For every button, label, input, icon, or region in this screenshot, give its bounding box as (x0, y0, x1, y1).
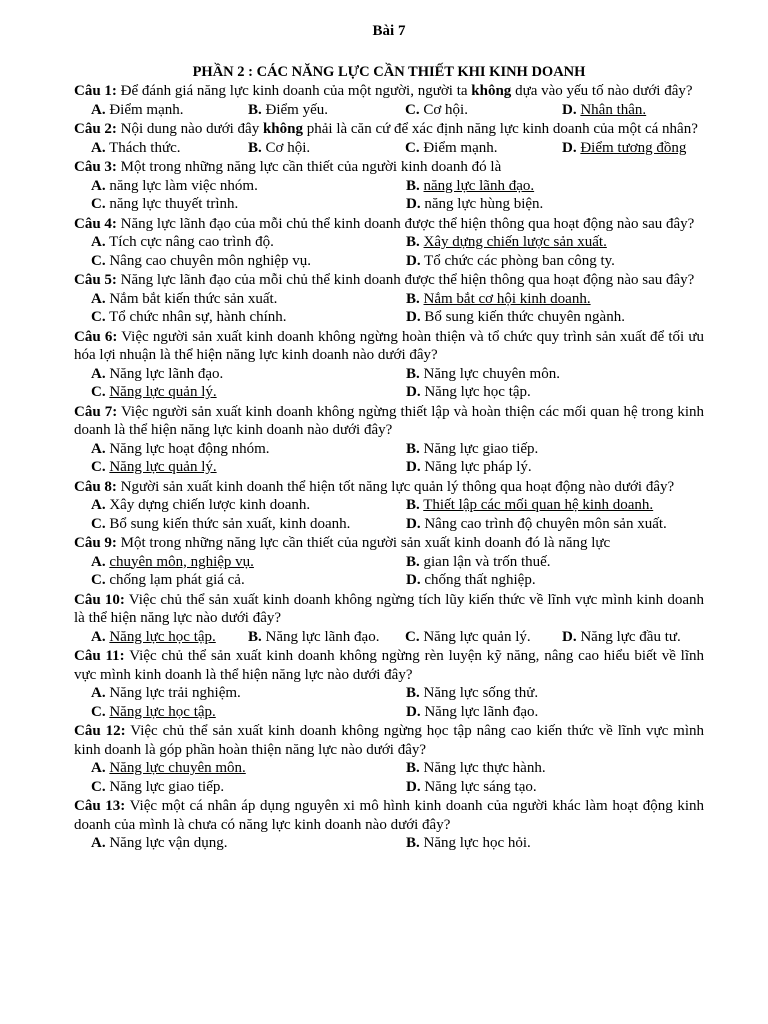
option-letter: D. (562, 139, 577, 156)
part-title: PHẦN 2 : CÁC NĂNG LỰC CẦN THIẾT KHI KINH DOANH (192, 63, 586, 80)
question-list (74, 82, 704, 853)
answer-option[interactable] (406, 703, 704, 722)
option-text-correct: Năng lực chuyên môn. (109, 760, 246, 776)
option-text: Năng lực giao tiếp. (109, 778, 225, 795)
option-text-correct: Năng lực học tập. (109, 628, 216, 645)
option-text: Điểm yếu. (265, 101, 328, 118)
question-stem-part: dựa vào yếu tố nào dưới đây? (511, 83, 693, 99)
option-letter: D. (562, 628, 577, 645)
question-block (74, 722, 704, 796)
answer-option[interactable] (91, 496, 406, 515)
answer-option[interactable] (91, 365, 406, 384)
options-grid (74, 759, 704, 796)
question-text (74, 478, 704, 497)
question-text (74, 403, 704, 440)
option-text: Tích cực nâng cao trình độ. (109, 234, 274, 250)
option-text-correct: năng lực lãnh đạo. (423, 177, 535, 194)
option-letter: A. (91, 139, 106, 156)
option-letter: A. (91, 685, 106, 701)
option-letter: B. (406, 440, 420, 457)
option-text: Năng lực hoạt động nhóm. (109, 440, 270, 457)
question-block (74, 591, 704, 647)
option-text-correct: Nắm bắt cơ hội kinh doanh. (423, 290, 591, 307)
option-text: Năng lực sáng tạo. (424, 778, 537, 795)
option-text: Năng lực lãnh đạo. (109, 365, 224, 382)
option-text: Cơ hội. (423, 101, 468, 118)
question-text (74, 797, 704, 834)
option-text: Tổ chức các phòng ban công ty. (424, 252, 615, 269)
option-letter: D. (406, 459, 421, 475)
answer-option[interactable] (91, 308, 406, 327)
answer-option[interactable] (562, 628, 704, 647)
answer-option[interactable] (248, 101, 405, 120)
question-block (74, 797, 704, 853)
question-stem-part: Người sản xuất kinh doanh thể hiện tốt năng lực quản lý thông qua hoạt động nào dưới đây? (120, 478, 675, 495)
option-letter: D. (406, 252, 421, 269)
question-block (74, 647, 704, 721)
option-letter: B. (406, 497, 420, 513)
answer-option[interactable] (91, 195, 406, 214)
question-text (74, 591, 704, 628)
options-grid (74, 101, 704, 120)
question-text (74, 120, 704, 139)
answer-option[interactable] (91, 778, 406, 797)
question-block (74, 478, 704, 534)
option-text: Năng lực học hỏi. (423, 835, 531, 851)
option-text: năng lực thuyết trình. (109, 196, 239, 212)
answer-option[interactable] (91, 458, 406, 477)
answer-option[interactable] (406, 440, 704, 459)
question-label: Câu 9: (74, 535, 117, 551)
question-stem-part: Năng lực lãnh đạo của mỗi chủ thể kinh doanh được thể hiện thông qua hoạt động nào sau đây? (120, 272, 695, 288)
options-grid (74, 440, 704, 477)
option-letter: A. (91, 365, 106, 382)
answer-option[interactable] (406, 365, 704, 384)
option-letter: B. (406, 177, 420, 194)
answer-option[interactable] (562, 139, 704, 158)
question-text (74, 215, 704, 234)
option-text: Nắm bắt kiến thức sản xuất. (109, 290, 278, 307)
option-letter: B. (406, 365, 420, 382)
question-label: Câu 1: (74, 83, 117, 99)
option-letter: A. (91, 440, 106, 457)
answer-option[interactable] (406, 515, 704, 534)
option-letter: B. (248, 628, 262, 645)
question-block (74, 82, 704, 119)
answer-option[interactable] (406, 759, 704, 778)
answer-option[interactable] (91, 290, 406, 309)
options-grid (74, 177, 704, 214)
question-text (74, 271, 704, 290)
option-letter: A. (91, 760, 106, 776)
option-letter: D. (406, 572, 421, 588)
options-grid (74, 233, 704, 270)
options-grid (74, 365, 704, 402)
option-letter: C. (91, 196, 106, 212)
option-letter: B. (406, 553, 420, 570)
question-label: Câu 8: (74, 478, 117, 495)
option-text: Năng lực thực hành. (423, 760, 546, 776)
answer-option[interactable] (91, 233, 406, 252)
question-stem-part: Để đánh giá năng lực kinh doanh của một người, người ta (120, 83, 472, 99)
answer-option[interactable] (91, 759, 406, 778)
option-letter: C. (91, 703, 106, 720)
question-label: Câu 2: (74, 121, 117, 137)
options-grid (74, 834, 704, 853)
option-letter: D. (562, 101, 577, 118)
option-text: Năng lực trải nghiệm. (109, 685, 241, 701)
question-block (74, 120, 704, 157)
answer-option[interactable] (405, 628, 562, 647)
option-text: Bổ sung kiến thức sản xuất, kinh doanh. (109, 515, 351, 532)
answer-option[interactable] (248, 139, 405, 158)
option-text-correct: Nhân thân. (580, 101, 647, 118)
question-block (74, 158, 704, 214)
answer-option[interactable] (91, 177, 406, 196)
answer-option[interactable] (248, 628, 405, 647)
question-block (74, 403, 704, 477)
question-block (74, 215, 704, 271)
answer-option[interactable] (405, 101, 562, 120)
question-stem-part: Việc chủ thể sản xuất kinh doanh không ngừng rèn luyện kỹ năng, nâng cao hiểu biết về lĩnh vực mình kinh doanh là thể hiện năng lực nào dưới đây? (74, 648, 705, 683)
answer-option[interactable] (406, 308, 704, 327)
options-grid (74, 628, 704, 647)
question-stem-part: Việc người sản xuất kinh doanh không ngừng thiết lập và hoàn thiện các mối quan hệ trong kinh doanh là thể hiện năng lực kinh doanh nào dưới đây? (74, 403, 705, 438)
question-block (74, 271, 704, 327)
option-letter: B. (406, 835, 420, 851)
question-text (74, 82, 704, 101)
option-text: Điểm mạnh. (423, 139, 498, 156)
option-letter: A. (91, 290, 106, 307)
question-stem-part: Việc chủ thể sản xuất kinh doanh không ngừng học tập nâng cao kiến thức về lĩnh vực mình kinh doanh là góp phần hoàn thiện năng lực nào dưới đây? (74, 723, 705, 758)
option-text-correct: Năng lực quản lý. (109, 384, 217, 400)
option-text: Năng lực sống thử. (423, 685, 539, 701)
question-label: Câu 12: (74, 723, 126, 739)
option-letter: A. (91, 177, 106, 194)
option-text: Nâng cao chuyên môn nghiệp vụ. (109, 252, 311, 269)
answer-option[interactable] (406, 233, 704, 252)
options-grid (74, 496, 704, 533)
option-letter: A. (91, 234, 106, 250)
option-letter: D. (406, 703, 421, 720)
options-grid (74, 553, 704, 590)
option-letter: C. (91, 778, 106, 795)
option-text: Năng lực pháp lý. (424, 459, 532, 475)
question-label: Câu 4: (74, 215, 117, 232)
option-letter: D. (406, 196, 421, 212)
question-stem-part: Việc một cá nhân áp dụng nguyên xi mô hình kinh doanh của người khác làm hoạt động kinh doanh của mình là chưa có năng lực kinh doanh nào dưới đây? (74, 798, 704, 833)
option-letter: B. (248, 139, 262, 156)
question-text (74, 647, 704, 684)
question-label: Câu 7: (74, 403, 118, 420)
answer-option[interactable] (91, 515, 406, 534)
option-text: Năng lực quản lý. (423, 628, 531, 645)
question-label: Câu 13: (74, 798, 126, 814)
answer-option[interactable] (91, 628, 248, 647)
answer-option[interactable] (91, 684, 406, 703)
answer-option[interactable] (406, 290, 704, 309)
option-text: Năng lực học tập. (424, 384, 531, 400)
option-text: Năng lực lãnh đạo. (424, 703, 539, 720)
answer-option[interactable] (406, 684, 704, 703)
option-text: Năng lực lãnh đạo. (265, 628, 380, 645)
option-letter: B. (406, 760, 420, 776)
question-stem-part: Việc người sản xuất kinh doanh không ngừng hoàn thiện và tổ chức quy trình sản xuất để tối ưu hóa lợi nhuận là thể hiện năng lực kinh doanh nào dưới đây? (74, 328, 705, 363)
option-letter: C. (91, 515, 106, 532)
question-stem-part: Nội dung nào dưới đây (120, 121, 263, 137)
option-letter: A. (91, 628, 106, 645)
answer-option[interactable] (91, 252, 406, 271)
document-page (74, 20, 704, 854)
option-letter: C. (405, 139, 420, 156)
option-letter: C. (91, 459, 106, 475)
answer-option[interactable] (406, 571, 704, 590)
option-text-correct: Thiết lập các mối quan hệ kinh doanh. (423, 497, 654, 513)
option-text: Năng lực chuyên môn. (423, 365, 560, 382)
question-text (74, 534, 704, 553)
answer-option[interactable] (91, 834, 406, 853)
question-stem-part: Một trong những năng lực cần thiết của người kinh doanh đó là (120, 159, 502, 175)
answer-option[interactable] (405, 139, 562, 158)
answer-option[interactable] (406, 458, 704, 477)
answer-option[interactable] (406, 834, 704, 853)
answer-option[interactable] (406, 252, 704, 271)
answer-option[interactable] (91, 703, 406, 722)
question-block (74, 328, 704, 402)
question-stem-part: Việc chủ thể sản xuất kinh doanh không ngừng tích lũy kiến thức về lĩnh vực mình kinh doanh là thể hiện năng lực nào dưới đây? (74, 591, 704, 626)
option-text: năng lực hùng biện. (424, 196, 544, 212)
option-letter: C. (91, 572, 106, 588)
question-text (74, 158, 704, 177)
question-label: Câu 11: (74, 648, 125, 664)
answer-option[interactable] (91, 571, 406, 590)
option-letter: D. (406, 309, 421, 325)
option-letter: C. (91, 252, 106, 269)
option-text-correct: Xây dựng chiến lược sản xuất. (423, 234, 607, 250)
answer-option[interactable] (406, 195, 704, 214)
emphasis-word: không (471, 83, 512, 99)
option-text: chống thất nghiệp. (424, 572, 536, 588)
option-text: Bổ sung kiến thức chuyên ngành. (424, 309, 625, 325)
option-text: Năng lực đầu tư. (580, 628, 681, 645)
option-letter: D. (406, 778, 421, 795)
question-label: Câu 5: (74, 272, 117, 288)
option-text: Cơ hội. (265, 139, 311, 156)
options-grid (74, 139, 704, 158)
option-text: Năng lực vận dụng. (109, 835, 228, 851)
option-letter: A. (91, 553, 106, 570)
question-text (74, 722, 704, 759)
option-letter: A. (91, 497, 106, 513)
option-letter: D. (406, 515, 421, 532)
option-letter: B. (406, 234, 420, 250)
answer-option[interactable] (91, 101, 248, 120)
option-text-correct: chuyên môn, nghiệp vụ. (109, 553, 254, 570)
option-letter: C. (91, 309, 106, 325)
question-label: Câu 3: (74, 159, 117, 175)
question-stem-part: Năng lực lãnh đạo của mỗi chủ thể kinh doanh được thể hiện thông qua hoạt động nào sau đây? (120, 215, 695, 232)
option-text: năng lực làm việc nhóm. (109, 177, 258, 194)
option-text: chống lạm phát giá cả. (109, 572, 245, 588)
option-letter: C. (91, 384, 106, 400)
option-text: gian lận và trốn thuế. (423, 553, 551, 570)
option-letter: A. (91, 835, 106, 851)
option-letter: B. (406, 290, 420, 307)
option-letter: A. (91, 101, 106, 118)
answer-option[interactable] (406, 778, 704, 797)
options-grid (74, 290, 704, 327)
option-text: Điểm mạnh. (109, 101, 184, 118)
lesson-title: Bài 7 (372, 23, 406, 39)
answer-option[interactable] (562, 101, 704, 120)
question-label: Câu 6: (74, 328, 118, 345)
option-letter: D. (406, 384, 421, 400)
option-letter: C. (405, 628, 420, 645)
option-text: Năng lực giao tiếp. (423, 440, 539, 457)
answer-option[interactable] (91, 440, 406, 459)
option-letter: C. (405, 101, 420, 118)
question-text (74, 328, 704, 365)
option-text: Thách thức. (109, 139, 181, 156)
option-text-correct: Năng lực học tập. (109, 703, 216, 720)
answer-option[interactable] (91, 139, 248, 158)
options-grid (74, 684, 704, 721)
option-text: Tổ chức nhân sự, hành chính. (109, 309, 287, 325)
option-text: Xây dựng chiến lược kinh doanh. (109, 497, 311, 513)
question-block (74, 534, 704, 590)
answer-option[interactable] (91, 383, 406, 402)
question-stem-part: Một trong những năng lực cần thiết của người sản xuất kinh doanh đó là năng lực (120, 535, 611, 551)
emphasis-word: không (262, 121, 303, 137)
question-stem-part: phải là căn cứ để xác định năng lực kinh doanh của một cá nhân? (303, 121, 698, 137)
question-label: Câu 10: (74, 591, 125, 608)
answer-option[interactable] (406, 553, 704, 572)
answer-option[interactable] (406, 496, 704, 515)
option-letter: B. (406, 685, 420, 701)
option-letter: B. (248, 101, 262, 118)
answer-option[interactable] (91, 553, 406, 572)
answer-option[interactable] (406, 177, 704, 196)
option-text-correct: Năng lực quản lý. (109, 459, 217, 475)
option-text-correct: Điểm tương đồng (580, 139, 687, 156)
option-text: Nâng cao trình độ chuyên môn sản xuất. (424, 515, 667, 532)
answer-option[interactable] (406, 383, 704, 402)
